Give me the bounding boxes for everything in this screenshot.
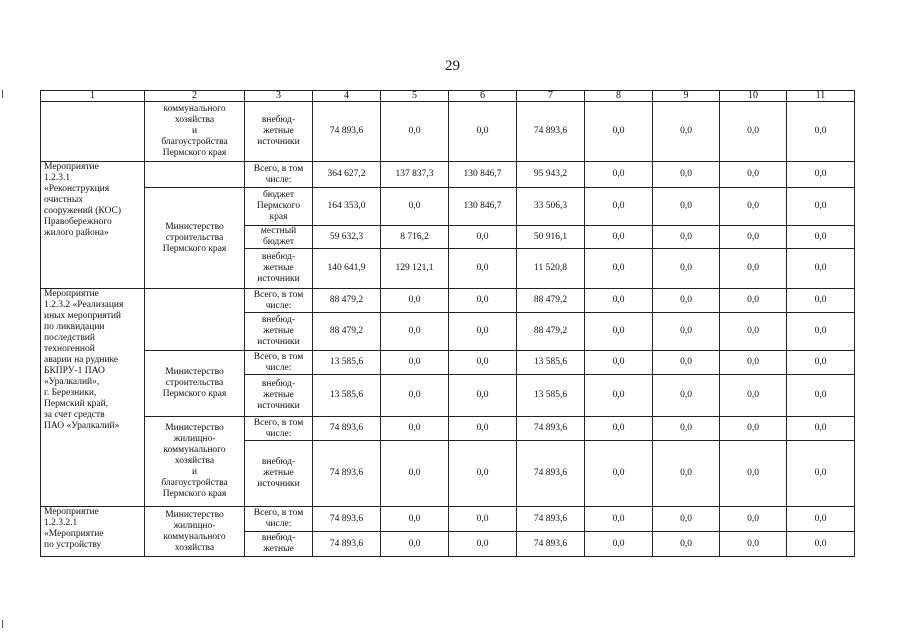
amount-cell: 0,0: [787, 162, 855, 188]
header-cell: 7: [517, 91, 585, 102]
measure-name-cell: Мероприятие 1.2.3.2 «Реализация иных мероприятий по ликвидации последствий техногенной аварии на руднике БКПРУ-1 ПАО «Уралкалий», г. Березники, Пермский край, за счет средств ПАО «Уралкалий»: [41, 289, 145, 507]
amount-cell: 0,0: [381, 532, 449, 557]
amount-cell: 0,0: [585, 375, 653, 417]
amount-cell: 0,0: [653, 249, 720, 289]
amount-cell: 0,0: [720, 507, 787, 532]
amount-cell: 0,0: [720, 102, 787, 162]
amount-cell: 0,0: [653, 102, 720, 162]
amount-cell: 0,0: [653, 313, 720, 351]
amount-cell: 0,0: [381, 313, 449, 351]
header-cell: 6: [449, 91, 517, 102]
amount-cell: 0,0: [585, 249, 653, 289]
executor-cell: Министерство строительства Пермского края: [145, 188, 245, 289]
table-row: [41, 289, 855, 313]
amount-cell: 0,0: [585, 441, 653, 507]
amount-cell: 0,0: [653, 507, 720, 532]
amount-cell: 0,0: [787, 102, 855, 162]
amount-cell: 0,0: [787, 441, 855, 507]
amount-cell: 0,0: [381, 188, 449, 226]
amount-cell: 0,0: [585, 226, 653, 249]
executor-cell: Министерство жилищно- коммунального хозяйства и благоустройства Пермского края: [145, 417, 245, 507]
amount-cell: 0,0: [720, 375, 787, 417]
amount-cell: 0,0: [787, 375, 855, 417]
amount-cell: 0,0: [585, 417, 653, 441]
amount-cell: 137 837,3: [381, 162, 449, 188]
amount-cell: 0,0: [787, 188, 855, 226]
amount-cell: 0,0: [787, 417, 855, 441]
funding-source-cell: Всего, в том числе:: [245, 289, 313, 313]
amount-cell: 88 479,2: [517, 289, 585, 313]
amount-cell: 0,0: [653, 351, 720, 375]
amount-cell: 11 520,8: [517, 249, 585, 289]
amount-cell: 95 943,2: [517, 162, 585, 188]
amount-cell: 88 479,2: [517, 313, 585, 351]
header-cell: 9: [653, 91, 720, 102]
amount-cell: 0,0: [381, 102, 449, 162]
amount-cell: 0,0: [585, 313, 653, 351]
amount-cell: 0,0: [653, 532, 720, 557]
amount-cell: 74 893,6: [517, 102, 585, 162]
amount-cell: 0,0: [585, 351, 653, 375]
amount-cell: 0,0: [720, 417, 787, 441]
amount-cell: 74 893,6: [517, 507, 585, 532]
amount-cell: 0,0: [449, 249, 517, 289]
scan-mark: [2, 620, 3, 628]
amount-cell: 13 585,6: [313, 351, 381, 375]
funding-source-cell: внебюд- жетные источники: [245, 441, 313, 507]
funding-source-cell: внебюд- жетные: [245, 532, 313, 557]
measure-name-cell: Мероприятие 1.2.3.1 «Реконструкция очистных сооружений (КОС) Правобережного жилого района»: [41, 162, 145, 289]
amount-cell: 0,0: [720, 351, 787, 375]
funding-source-cell: Всего, в том числе:: [245, 507, 313, 532]
amount-cell: 0,0: [653, 417, 720, 441]
executor-cell: коммунального хозяйства и благоустройства Пермского края: [145, 102, 245, 162]
executor-cell: [145, 162, 245, 188]
amount-cell: 0,0: [653, 226, 720, 249]
amount-cell: 0,0: [653, 162, 720, 188]
header-cell: 11: [787, 91, 855, 102]
amount-cell: 0,0: [720, 441, 787, 507]
funding-source-cell: бюджет Пермского края: [245, 188, 313, 226]
amount-cell: 0,0: [720, 226, 787, 249]
amount-cell: 74 893,6: [313, 507, 381, 532]
amount-cell: 130 846,7: [449, 188, 517, 226]
amount-cell: 0,0: [787, 532, 855, 557]
amount-cell: 0,0: [381, 289, 449, 313]
amount-cell: 0,0: [720, 249, 787, 289]
amount-cell: 74 893,6: [517, 441, 585, 507]
amount-cell: 8 716,2: [381, 226, 449, 249]
amount-cell: 13 585,6: [313, 375, 381, 417]
amount-cell: 0,0: [720, 289, 787, 313]
amount-cell: 74 893,6: [313, 532, 381, 557]
amount-cell: 0,0: [381, 375, 449, 417]
amount-cell: 0,0: [585, 162, 653, 188]
amount-cell: 33 506,3: [517, 188, 585, 226]
table-row: [41, 188, 855, 226]
executor-cell: [145, 289, 245, 351]
amount-cell: 0,0: [585, 102, 653, 162]
amount-cell: 50 916,1: [517, 226, 585, 249]
page-number: 29: [445, 58, 460, 74]
amount-cell: 0,0: [381, 441, 449, 507]
amount-cell: 0,0: [787, 289, 855, 313]
amount-cell: 0,0: [787, 351, 855, 375]
amount-cell: 0,0: [585, 532, 653, 557]
amount-cell: 13 585,6: [517, 375, 585, 417]
amount-cell: 0,0: [449, 313, 517, 351]
executor-cell: Министерство жилищно- коммунального хозяйства: [145, 507, 245, 557]
header-cell: 5: [381, 91, 449, 102]
amount-cell: 130 846,7: [449, 162, 517, 188]
amount-cell: 74 893,6: [313, 417, 381, 441]
amount-cell: 0,0: [653, 375, 720, 417]
amount-cell: 0,0: [720, 188, 787, 226]
header-cell: 10: [720, 91, 787, 102]
amount-cell: 0,0: [449, 289, 517, 313]
amount-cell: 0,0: [720, 532, 787, 557]
amount-cell: 74 893,6: [517, 532, 585, 557]
amount-cell: 164 353,0: [313, 188, 381, 226]
amount-cell: 0,0: [449, 226, 517, 249]
measure-name-cell: [41, 102, 145, 162]
header-cell: 3: [245, 91, 313, 102]
table-row: [41, 102, 855, 162]
amount-cell: 0,0: [381, 417, 449, 441]
amount-cell: 0,0: [449, 417, 517, 441]
funding-source-cell: Всего, в том числе:: [245, 351, 313, 375]
header-cell: 1: [41, 91, 145, 102]
amount-cell: 0,0: [653, 188, 720, 226]
amount-cell: 0,0: [585, 289, 653, 313]
amount-cell: 74 893,6: [313, 102, 381, 162]
header-cell: 8: [585, 91, 653, 102]
amount-cell: 0,0: [787, 507, 855, 532]
table-row: [41, 507, 855, 532]
amount-cell: 0,0: [720, 313, 787, 351]
scan-mark: [2, 90, 3, 98]
amount-cell: 129 121,1: [381, 249, 449, 289]
measure-name-cell: Мероприятие 1.2.3.2.1 «Мероприятие по устройству: [41, 507, 145, 557]
amount-cell: 0,0: [381, 507, 449, 532]
amount-cell: 0,0: [787, 313, 855, 351]
funding-source-cell: внебюд- жетные источники: [245, 102, 313, 162]
amount-cell: 0,0: [449, 441, 517, 507]
amount-cell: 0,0: [449, 102, 517, 162]
funding-source-cell: внебюд- жетные источники: [245, 375, 313, 417]
amount-cell: 0,0: [449, 507, 517, 532]
amount-cell: 0,0: [653, 441, 720, 507]
amount-cell: 364 627,2: [313, 162, 381, 188]
amount-cell: 0,0: [449, 532, 517, 557]
amount-cell: 0,0: [787, 226, 855, 249]
amount-cell: 0,0: [653, 289, 720, 313]
funding-source-cell: Всего, в том числе:: [245, 162, 313, 188]
amount-cell: 0,0: [787, 249, 855, 289]
funding-source-cell: местный бюджет: [245, 226, 313, 249]
amount-cell: 74 893,6: [313, 441, 381, 507]
table-row: [41, 162, 855, 188]
amount-cell: 0,0: [381, 351, 449, 375]
header-cell: 2: [145, 91, 245, 102]
funding-source-cell: внебюд- жетные источники: [245, 249, 313, 289]
budget-table: [40, 90, 855, 557]
amount-cell: 74 893,6: [517, 417, 585, 441]
amount-cell: 0,0: [720, 162, 787, 188]
funding-source-cell: внебюд- жетные источники: [245, 313, 313, 351]
amount-cell: 0,0: [449, 351, 517, 375]
amount-cell: 13 585,6: [517, 351, 585, 375]
table-row: [41, 351, 855, 375]
amount-cell: 0,0: [449, 375, 517, 417]
header-cell: 4: [313, 91, 381, 102]
amount-cell: 88 479,2: [313, 313, 381, 351]
header-row: [41, 91, 855, 102]
table-row: [41, 417, 855, 441]
amount-cell: 0,0: [585, 507, 653, 532]
amount-cell: 140 641,9: [313, 249, 381, 289]
executor-cell: Министерство строительства Пермского края: [145, 351, 245, 417]
amount-cell: 88 479,2: [313, 289, 381, 313]
amount-cell: 0,0: [585, 188, 653, 226]
amount-cell: 59 632,3: [313, 226, 381, 249]
funding-source-cell: Всего, в том числе:: [245, 417, 313, 441]
